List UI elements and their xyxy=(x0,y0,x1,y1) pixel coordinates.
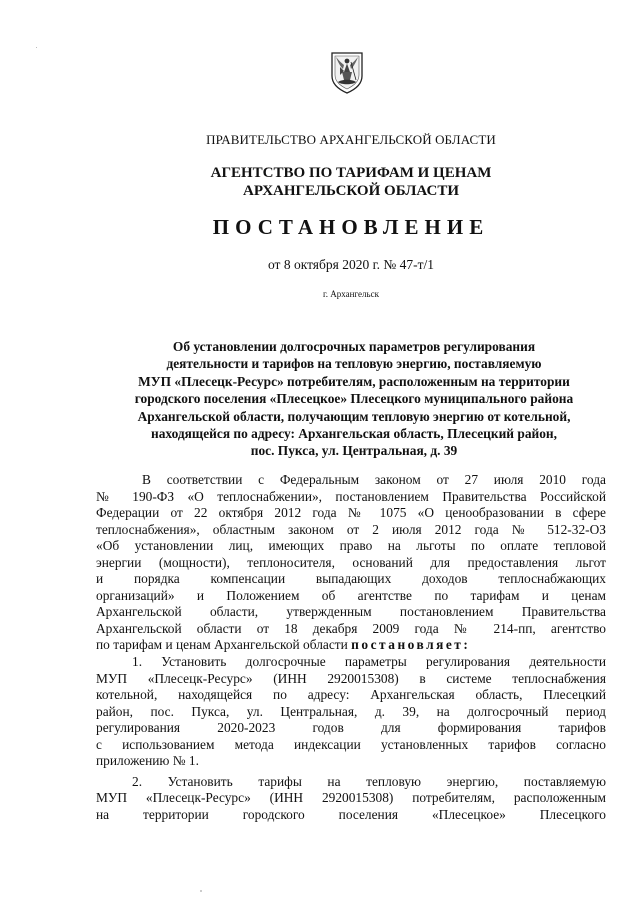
title-line: городского поселения «Плесецкое» Плесецкого муниципального района xyxy=(134,391,574,407)
document-body xyxy=(96,472,606,823)
preamble-last-line xyxy=(96,637,606,654)
item-2-line: 2. Установить тарифы на тепловую энергию, поставляемую xyxy=(132,773,606,789)
agency-name xyxy=(0,164,640,200)
document-date-number: от 8 октября 2020 г. № 47-т/1 xyxy=(267,257,435,272)
title-line: пос. Пукса, ул. Центральная, д. 39 xyxy=(250,443,458,459)
preamble-line: Архангельской области, утвержденным постановлением Правительства xyxy=(96,604,606,620)
item-1-line: 1. Установить долгосрочные параметры регулирования деятельности xyxy=(132,654,606,670)
government-name: ПРАВИТЕЛЬСТВО АРХАНГЕЛЬСКОЙ ОБЛАСТИ xyxy=(206,132,496,147)
preamble-line: № 190-ФЗ «О теплоснабжении», постановлением Правительства Российской xyxy=(96,488,606,504)
agency-line-2: АРХАНГЕЛЬСКОЙ ОБЛАСТИ xyxy=(243,183,459,199)
agency-line-1: АГЕНТСТВО ПО ТАРИФАМ И ЦЕНАМ xyxy=(210,165,492,181)
title-line: МУП «Плесецк-Ресурс» потребителям, расположенным на территории xyxy=(138,373,570,389)
preamble-line: энергии (мощности), теплоносителя, оснований для предоставления льгот xyxy=(96,554,606,570)
resolves-word: постановляет: xyxy=(351,637,471,653)
item-2-line: МУП «Плесецк-Ресурс» (ИНН 2920015308) потребителям, расположенным xyxy=(96,790,606,806)
title-line: Архангельской области, получающим тепловую энергию от котельной, xyxy=(137,408,571,424)
preamble-line: В соответствии с Федеральным законом от 27 июля 2010 года xyxy=(142,472,606,487)
item-1-line: МУП «Плесецк-Ресурс» (ИНН 2920015308) в системе теплоснабжения xyxy=(96,670,606,686)
item-1-line: котельной, находящейся по адресу: Архангельская область, Плесецкий xyxy=(96,687,606,703)
item-1-last-line: приложению № 1. xyxy=(96,753,199,769)
preamble-line: Федерации от 22 октября 2012 года № 1075 «О ценообразовании в сфере xyxy=(96,505,606,521)
document-type: ПОСТАНОВЛЕНИЕ xyxy=(212,215,490,239)
document-title xyxy=(100,338,608,460)
preamble-last-text: по тарифам и ценам Архангельской области xyxy=(96,637,348,653)
title-line: Об установлении долгосрочных параметров регулирования xyxy=(172,339,536,354)
document-city: г. Архангельск xyxy=(323,289,379,299)
item-1-line: район, пос. Пукса, ул. Центральная, д. 39, на долгосрочный период xyxy=(96,703,606,719)
preamble-line: Архангельской области от 18 декабря 2009 года № 214-пп, агентство xyxy=(96,620,606,636)
item-2-line: на территории городского поселения «Плесецкое» Плесецкого xyxy=(96,806,606,822)
preamble-line: «Об установлении лиц, имеющих право на льготы по оплате тепловой xyxy=(96,538,606,554)
scan-dot xyxy=(36,47,37,48)
title-line: деятельности и тарифов на тепловую энергию, поставляемую xyxy=(166,356,542,372)
coat-of-arms-icon xyxy=(329,50,365,94)
title-line: находящейся по адресу: Архангельская область, Плесецкий район, xyxy=(150,426,557,442)
item-1-line: регулирования 2020-2023 годов для формирования тарифов xyxy=(96,720,606,736)
preamble-line: теплоснабжения», областным законом от 2 июля 2012 года № 512-32-ОЗ xyxy=(96,521,606,537)
item-1-line: с использованием метода индексации установленных тарифов согласно xyxy=(96,736,606,752)
preamble-line: и порядка компенсации выпадающих доходов теплоснабжающих xyxy=(96,571,606,587)
preamble-line: организаций» и Положением об агентстве по тарифам и ценам xyxy=(96,587,606,603)
scan-dot xyxy=(200,890,202,892)
